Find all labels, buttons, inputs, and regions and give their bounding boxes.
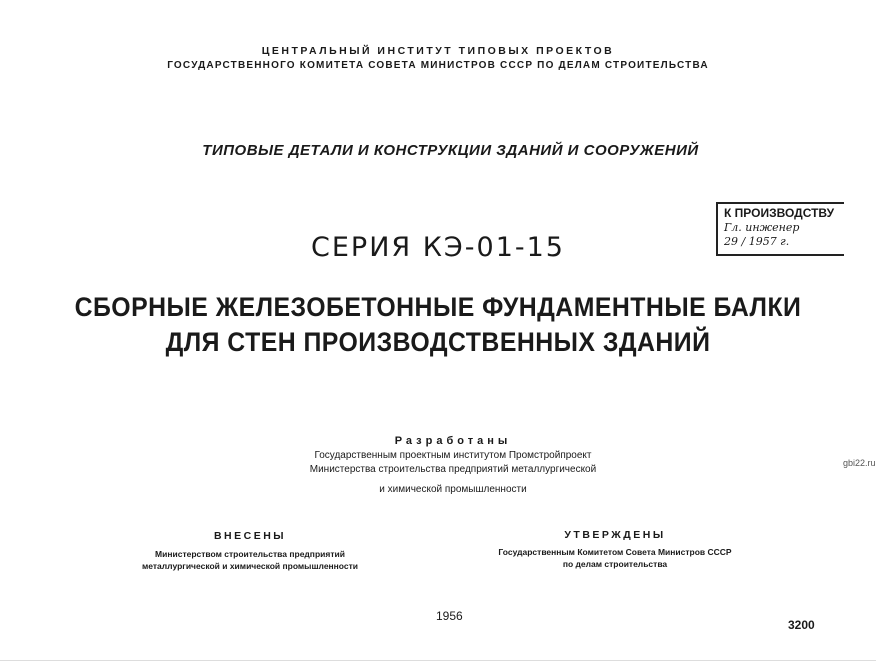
watermark: gbi22.ru	[843, 458, 876, 468]
committee-name: ГОСУДАРСТВЕННОГО КОМИТЕТА СОВЕТА МИНИСТРОВ СССР ПО ДЕЛАМ СТРОИТЕЛЬСТВА	[167, 60, 709, 71]
submitted-line-2: металлургической и химической промышленности	[141, 561, 359, 571]
developed-heading: Разработаны	[394, 435, 512, 447]
approved-line-2: по делам строительства	[562, 559, 668, 569]
developed-line-1: Государственным проектным институтом Промстройпроект	[314, 450, 592, 461]
publication-year: 1956	[436, 609, 463, 623]
institute-name: ЦЕНТРАЛЬНЫЙ ИНСТИТУТ ТИПОВЫХ ПРОЕКТОВ	[261, 45, 615, 57]
collection-subtitle: ТИПОВЫЕ ДЕТАЛИ И КОНСТРУКЦИИ ЗДАНИЙ И СООРУЖЕНИЙ	[202, 142, 699, 159]
bottom-divider	[0, 660, 876, 661]
series-code: СЕРИЯ КЭ-01-15	[311, 232, 565, 263]
approved-heading: УТВЕРЖДЕНЫ	[564, 529, 666, 541]
stamp-line-3: 29 / 1957 г.	[724, 235, 790, 248]
developed-line-2: Министерства строительства предприятий металлургической	[309, 464, 597, 475]
document-number: 3200	[788, 618, 815, 632]
approved-line-1: Государственным Комитетом Совета Министров СССР	[498, 547, 732, 557]
stamp-line-1: К ПРОИЗВОДСТВУ	[724, 206, 835, 220]
stamp-line-2: Гл. инженер	[724, 221, 800, 234]
document-title-line-1: СБОРНЫЕ ЖЕЛЕЗОБЕТОННЫЕ ФУНДАМЕНТНЫЕ БАЛКИ	[74, 292, 802, 322]
developed-line-3: и химической промышленности	[379, 484, 527, 495]
submitted-line-1: Министерством строительства предприятий	[155, 549, 345, 559]
document-title-line-2: ДЛЯ СТЕН ПРОИЗВОДСТВЕННЫХ ЗДАНИЙ	[165, 327, 711, 357]
submitted-heading: ВНЕСЕНЫ	[213, 530, 287, 542]
